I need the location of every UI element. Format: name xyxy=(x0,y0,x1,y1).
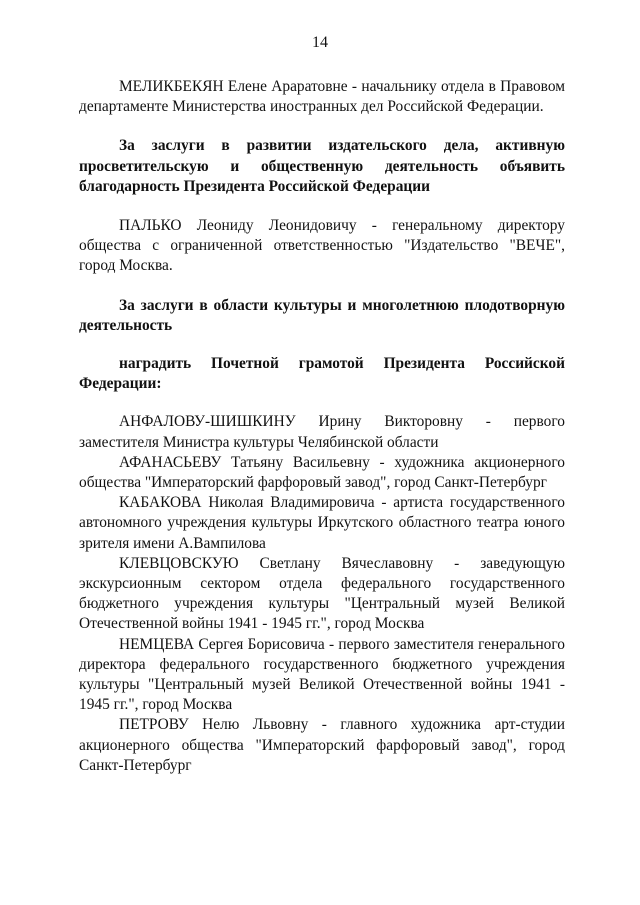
section-heading-culture: За заслуги в области культуры и многолетнюю плодотворную деятельность xyxy=(79,296,565,334)
award-paragraph-afanasyeva: АФАНАСЬЕВУ Татьяну Васильевну - художника акционерного общества "Императорский фарфоровый завод", город Санкт-Петербург xyxy=(79,453,565,492)
page-number: 14 xyxy=(312,34,328,51)
award-paragraph-palko: ПАЛЬКО Леониду Леонидовичу - генеральному директору общества с ограниченной ответственностью "Издательство "ВЕЧЕ", город Москва. xyxy=(79,217,565,275)
section-heading-publishing: За заслуги в развитии издательского дела, активную просветительскую и общественную деятельность объявить благодарность Президента Российской Федерации xyxy=(79,137,565,195)
award-paragraph-nemtsev: НЕМЦЕВА Сергея Борисовича - первого заместителя генерального директора федерального государственного бюджетного учреждения культуры "Центральный музей Великой Отечественной войны 1941 - 1945 гг.", город Москва xyxy=(79,635,565,714)
award-paragraph-petrova: ПЕТРОВУ Нелю Львовну - главного художника арт-студии акционерного общества "Императорский фарфоровый завод", город Санкт-Петербург xyxy=(79,716,565,774)
award-paragraph-anfalova-shishkina: АНФАЛОВУ-ШИШКИНУ Ирину Викторовну - первого заместителя Министра культуры Челябинской области xyxy=(79,413,565,451)
award-paragraph-melikbekyan: МЕЛИКБЕКЯН Елене Араратовне - начальнику отдела в Правовом департаменте Министерства иностранных дел Российской Федерации. xyxy=(79,78,565,116)
award-paragraph-klevtsovskaya: КЛЕВЦОВСКУЮ Светлану Вячеславовну - заведующую экскурсионным сектором отдела федерального государственного бюджетного учреждения культуры "Центральный музей Великой Отечественной войны 1941 - 1945 гг.", город Москва xyxy=(79,554,565,633)
document-body xyxy=(79,77,565,776)
section-heading-award-certificate: наградить Почетной грамотой Президента Российской Федерации: xyxy=(79,355,565,393)
award-paragraph-kabakov: КАБАКОВА Николая Владимировича - артиста государственного автономного учреждения культуры Иркутского областного театра юного зрителя имени А.Вампилова xyxy=(79,494,565,552)
